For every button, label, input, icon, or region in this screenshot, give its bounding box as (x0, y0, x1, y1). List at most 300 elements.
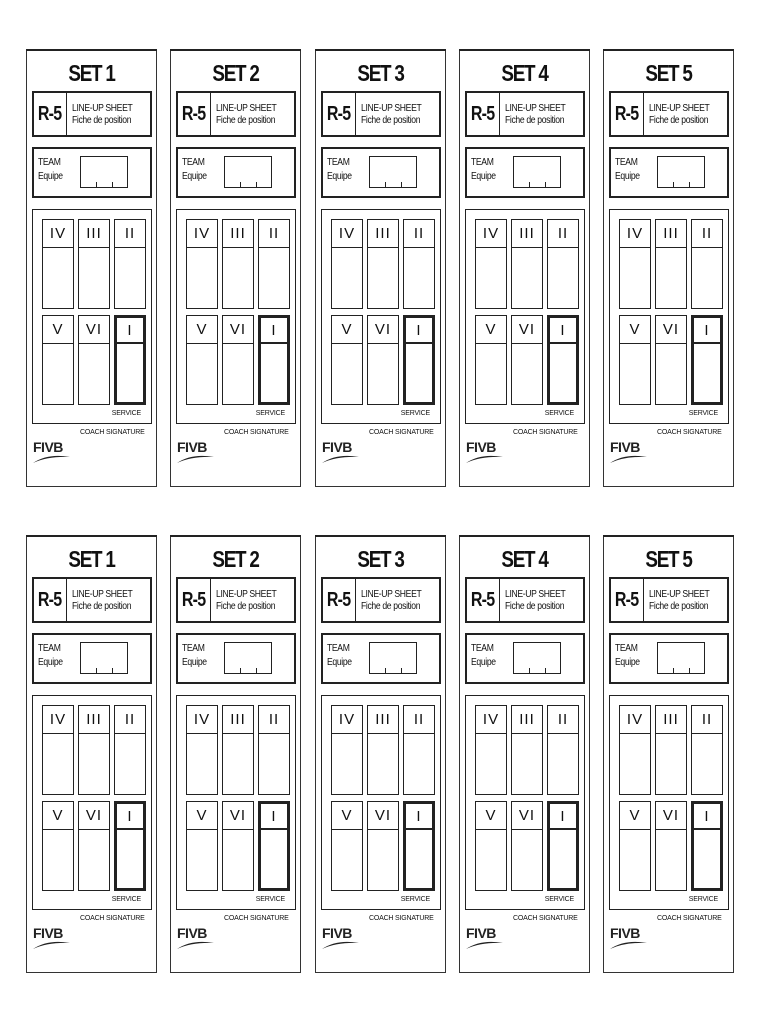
field-tick (385, 182, 386, 187)
set-title: SET 1 (68, 546, 115, 572)
field-tick (673, 668, 674, 673)
set-title: SET 5 (645, 60, 692, 86)
position-i-server-box[interactable] (691, 801, 723, 891)
position-ii-box[interactable] (258, 219, 290, 309)
position-ii-box[interactable] (547, 705, 579, 795)
team-label-en: TEAM (327, 643, 350, 654)
card-top-rule (459, 49, 590, 51)
set-title: SET 3 (357, 60, 404, 86)
set-title: SET 4 (501, 546, 548, 572)
position-label: VI (223, 802, 253, 830)
fivb-logo-text: FIVB (177, 925, 207, 941)
team-label (38, 642, 63, 670)
field-tick (689, 668, 690, 673)
position-iii-box[interactable] (511, 219, 543, 309)
position-label: III (368, 706, 398, 734)
position-v-box[interactable] (331, 801, 363, 891)
position-iv-box[interactable] (331, 219, 363, 309)
position-iv-box[interactable] (42, 705, 74, 795)
team-label (615, 156, 640, 184)
form-header (321, 577, 441, 623)
position-label: II (404, 706, 434, 734)
form-header (465, 577, 585, 623)
position-i-server-box[interactable] (258, 801, 290, 891)
form-title-fr: Fiche de position (216, 115, 276, 126)
position-label: V (620, 316, 650, 344)
position-i-server-box[interactable] (691, 315, 723, 405)
team-code-field[interactable] (513, 156, 561, 188)
fivb-logo-text: FIVB (322, 925, 352, 941)
field-tick (240, 182, 241, 187)
position-iii-box[interactable] (78, 219, 110, 309)
coach-signature-label: COACH SIGNATURE (513, 429, 578, 436)
position-iii-box[interactable] (222, 219, 254, 309)
coach-signature-label: COACH SIGNATURE (224, 429, 289, 436)
team-label-en: TEAM (38, 643, 61, 654)
position-label: I (406, 318, 432, 344)
fivb-logo-icon (609, 433, 649, 471)
team-label (327, 156, 352, 184)
form-title-en: LINE-UP SHEET (361, 589, 422, 600)
fivb-logo-text: FIVB (466, 925, 496, 941)
form-title-en: LINE-UP SHEET (72, 589, 133, 600)
team-code-field[interactable] (657, 156, 705, 188)
position-label: III (79, 706, 109, 734)
form-code-text: R-5 (471, 588, 495, 611)
position-v-box[interactable] (619, 315, 651, 405)
team-code-field[interactable] (369, 642, 417, 674)
form-title-fr: Fiche de position (361, 115, 421, 126)
form-code (467, 93, 500, 135)
position-label: V (187, 802, 217, 830)
team-label-fr: Equipe (327, 171, 352, 182)
position-label: III (223, 706, 253, 734)
team-code-field[interactable] (224, 642, 272, 674)
team-label-fr: Equipe (38, 171, 63, 182)
position-i-server-box[interactable] (114, 315, 146, 405)
position-iv-box[interactable] (42, 219, 74, 309)
team-code-field[interactable] (513, 642, 561, 674)
court-positions (32, 209, 152, 424)
position-label: III (368, 220, 398, 248)
form-header (609, 577, 729, 623)
fivb-logo-text: FIVB (177, 439, 207, 455)
position-i-server-box[interactable] (114, 801, 146, 891)
position-label: I (694, 318, 720, 344)
position-v-box[interactable] (619, 801, 651, 891)
card-top-rule (26, 535, 157, 537)
position-ii-box[interactable] (114, 219, 146, 309)
position-label: III (656, 220, 686, 248)
form-title-fr: Fiche de position (649, 601, 709, 612)
position-label: IV (476, 706, 506, 734)
fivb-logo-icon (176, 919, 216, 957)
form-header (609, 91, 729, 137)
fivb-logo-text: FIVB (466, 439, 496, 455)
position-iv-box[interactable] (186, 219, 218, 309)
position-i-server-box[interactable] (258, 315, 290, 405)
team-code-field[interactable] (369, 156, 417, 188)
team-label-en: TEAM (182, 157, 205, 168)
form-code-text: R-5 (327, 102, 351, 125)
team-code-field[interactable] (80, 156, 128, 188)
position-label: I (117, 318, 143, 344)
position-label: V (620, 802, 650, 830)
form-code-text: R-5 (182, 588, 206, 611)
position-iii-box[interactable] (655, 219, 687, 309)
field-tick (545, 668, 546, 673)
team-label (471, 642, 496, 670)
position-label: I (694, 804, 720, 830)
form-code-text: R-5 (615, 102, 639, 125)
field-tick (96, 668, 97, 673)
set-title: SET 2 (212, 60, 259, 86)
court-positions (609, 209, 729, 424)
form-header (32, 91, 152, 137)
position-vi-box[interactable] (655, 801, 687, 891)
lineup-sheet-card (170, 49, 301, 487)
form-code-text: R-5 (38, 102, 62, 125)
position-label: IV (476, 220, 506, 248)
service-label: SERVICE (255, 896, 285, 903)
team-section (321, 633, 441, 684)
position-ii-box[interactable] (403, 219, 435, 309)
form-title-fr: Fiche de position (72, 115, 132, 126)
fivb-logo-icon (465, 433, 505, 471)
form-title (72, 103, 132, 127)
position-label: IV (43, 220, 73, 248)
position-label: I (261, 804, 287, 830)
service-label: SERVICE (544, 896, 574, 903)
team-label-fr: Equipe (471, 657, 496, 668)
card-top-rule (603, 535, 734, 537)
team-section (176, 633, 296, 684)
form-code (34, 93, 67, 135)
form-title (505, 589, 565, 613)
field-tick (112, 182, 113, 187)
fivb-logo-text: FIVB (33, 439, 63, 455)
service-label: SERVICE (111, 896, 141, 903)
coach-signature-label: COACH SIGNATURE (80, 429, 145, 436)
position-label: V (332, 802, 362, 830)
service-label: SERVICE (400, 896, 430, 903)
team-section (32, 147, 152, 198)
fivb-logo-icon (321, 433, 361, 471)
position-label: IV (43, 706, 73, 734)
form-header (176, 577, 296, 623)
lineup-sheet-card (170, 535, 301, 973)
position-label: II (115, 220, 145, 248)
service-label: SERVICE (688, 896, 718, 903)
position-ii-box[interactable] (258, 705, 290, 795)
team-label-en: TEAM (615, 157, 638, 168)
team-section (176, 147, 296, 198)
position-iii-box[interactable] (655, 705, 687, 795)
coach-signature-label: COACH SIGNATURE (369, 915, 434, 922)
form-code (611, 579, 644, 621)
form-title (649, 589, 709, 613)
set-title: SET 2 (212, 546, 259, 572)
form-header (321, 91, 441, 137)
form-header (176, 91, 296, 137)
card-top-rule (459, 535, 590, 537)
position-i-server-box[interactable] (547, 315, 579, 405)
position-ii-box[interactable] (691, 705, 723, 795)
court-positions (176, 695, 296, 910)
form-title (216, 103, 276, 127)
position-iii-box[interactable] (78, 705, 110, 795)
position-iii-box[interactable] (511, 705, 543, 795)
position-label: III (656, 706, 686, 734)
fivb-logo-text: FIVB (322, 439, 352, 455)
lineup-sheet-card (459, 535, 590, 973)
position-label: I (117, 804, 143, 830)
court-positions (321, 695, 441, 910)
form-header (465, 91, 585, 137)
team-label-en: TEAM (327, 157, 350, 168)
team-section (32, 633, 152, 684)
position-label: II (548, 706, 578, 734)
position-label: VI (368, 802, 398, 830)
form-title-en: LINE-UP SHEET (505, 589, 566, 600)
position-ii-box[interactable] (691, 219, 723, 309)
position-label: VI (368, 316, 398, 344)
form-title (361, 589, 421, 613)
field-tick (401, 182, 402, 187)
lineup-sheet-card (26, 535, 157, 973)
form-title-en: LINE-UP SHEET (505, 103, 566, 114)
form-title-en: LINE-UP SHEET (649, 589, 710, 600)
position-v-box[interactable] (475, 801, 507, 891)
team-label-en: TEAM (471, 643, 494, 654)
coach-signature-label: COACH SIGNATURE (513, 915, 578, 922)
position-label: VI (656, 316, 686, 344)
coach-signature-label: COACH SIGNATURE (657, 429, 722, 436)
team-label (471, 156, 496, 184)
team-label-fr: Equipe (471, 171, 496, 182)
position-v-box[interactable] (186, 801, 218, 891)
form-code (323, 579, 356, 621)
court-positions (465, 209, 585, 424)
team-label-en: TEAM (38, 157, 61, 168)
lineup-sheet-card (315, 49, 446, 487)
position-label: IV (332, 220, 362, 248)
position-label: II (548, 220, 578, 248)
position-vi-box[interactable] (367, 801, 399, 891)
fivb-logo-text: FIVB (610, 439, 640, 455)
service-label: SERVICE (400, 410, 430, 417)
position-iv-box[interactable] (331, 705, 363, 795)
card-top-rule (315, 535, 446, 537)
form-title (505, 103, 565, 127)
service-label: SERVICE (688, 410, 718, 417)
position-v-box[interactable] (475, 315, 507, 405)
position-ii-box[interactable] (547, 219, 579, 309)
position-label: I (550, 804, 576, 830)
form-code-text: R-5 (471, 102, 495, 125)
position-v-box[interactable] (42, 315, 74, 405)
fivb-logo-icon (32, 433, 72, 471)
form-code-text: R-5 (38, 588, 62, 611)
team-code-field[interactable] (657, 642, 705, 674)
position-ii-box[interactable] (403, 705, 435, 795)
position-iii-box[interactable] (367, 219, 399, 309)
field-tick (673, 182, 674, 187)
position-label: VI (223, 316, 253, 344)
team-label (38, 156, 63, 184)
position-v-box[interactable] (186, 315, 218, 405)
team-label-en: TEAM (615, 643, 638, 654)
position-label: V (187, 316, 217, 344)
fivb-logo-icon (32, 919, 72, 957)
court-positions (32, 695, 152, 910)
fivb-logo-icon (465, 919, 505, 957)
position-iv-box[interactable] (475, 705, 507, 795)
position-label: V (332, 316, 362, 344)
position-label: III (512, 706, 542, 734)
team-section (609, 147, 729, 198)
card-top-rule (170, 535, 301, 537)
fivb-logo-icon (321, 919, 361, 957)
position-label: VI (512, 316, 542, 344)
position-label: V (43, 802, 73, 830)
field-tick (112, 668, 113, 673)
position-label: VI (656, 802, 686, 830)
card-top-rule (26, 49, 157, 51)
position-label: II (692, 706, 722, 734)
court-positions (465, 695, 585, 910)
position-label: V (476, 316, 506, 344)
service-label: SERVICE (255, 410, 285, 417)
position-vi-box[interactable] (222, 801, 254, 891)
team-section (465, 147, 585, 198)
coach-signature-label: COACH SIGNATURE (224, 915, 289, 922)
field-tick (401, 668, 402, 673)
team-section (609, 633, 729, 684)
field-tick (385, 668, 386, 673)
team-code-field[interactable] (224, 156, 272, 188)
field-tick (529, 182, 530, 187)
field-tick (689, 182, 690, 187)
position-label: VI (79, 316, 109, 344)
coach-signature-label: COACH SIGNATURE (369, 429, 434, 436)
team-label-en: TEAM (471, 157, 494, 168)
lineup-sheet-card (603, 535, 734, 973)
position-iv-box[interactable] (186, 705, 218, 795)
position-label: II (259, 220, 289, 248)
position-v-box[interactable] (42, 801, 74, 891)
form-code-text: R-5 (615, 588, 639, 611)
form-code-text: R-5 (327, 588, 351, 611)
position-label: IV (187, 220, 217, 248)
team-code-field[interactable] (80, 642, 128, 674)
form-code (178, 93, 211, 135)
card-top-rule (603, 49, 734, 51)
form-title (361, 103, 421, 127)
court-positions (176, 209, 296, 424)
team-label-fr: Equipe (615, 171, 640, 182)
position-vi-box[interactable] (78, 801, 110, 891)
position-vi-box[interactable] (222, 315, 254, 405)
position-i-server-box[interactable] (547, 801, 579, 891)
position-iv-box[interactable] (619, 219, 651, 309)
court-positions (321, 209, 441, 424)
position-vi-box[interactable] (511, 315, 543, 405)
position-label: I (261, 318, 287, 344)
position-i-server-box[interactable] (403, 801, 435, 891)
position-iv-box[interactable] (475, 219, 507, 309)
form-title-en: LINE-UP SHEET (216, 589, 277, 600)
service-label: SERVICE (111, 410, 141, 417)
team-section (465, 633, 585, 684)
position-vi-box[interactable] (511, 801, 543, 891)
lineup-sheet-card (603, 49, 734, 487)
position-label: VI (79, 802, 109, 830)
set-title: SET 4 (501, 60, 548, 86)
team-section (321, 147, 441, 198)
position-vi-box[interactable] (78, 315, 110, 405)
team-label (327, 642, 352, 670)
fivb-logo-icon (176, 433, 216, 471)
service-label: SERVICE (544, 410, 574, 417)
position-label: II (115, 706, 145, 734)
position-vi-box[interactable] (655, 315, 687, 405)
fivb-logo-text: FIVB (610, 925, 640, 941)
field-tick (256, 182, 257, 187)
lineup-sheet-card (315, 535, 446, 973)
coach-signature-label: COACH SIGNATURE (657, 915, 722, 922)
form-title (216, 589, 276, 613)
lineup-sheet-card (459, 49, 590, 487)
form-title-fr: Fiche de position (72, 601, 132, 612)
position-label: IV (620, 706, 650, 734)
field-tick (96, 182, 97, 187)
position-label: II (692, 220, 722, 248)
team-label (182, 642, 207, 670)
team-label (615, 642, 640, 670)
team-label-fr: Equipe (327, 657, 352, 668)
team-label-fr: Equipe (38, 657, 63, 668)
card-top-rule (170, 49, 301, 51)
lineup-sheet-card (26, 49, 157, 487)
court-positions (609, 695, 729, 910)
position-iii-box[interactable] (222, 705, 254, 795)
form-title-fr: Fiche de position (649, 115, 709, 126)
field-tick (545, 182, 546, 187)
form-code (34, 579, 67, 621)
set-title: SET 3 (357, 546, 404, 572)
team-label-fr: Equipe (182, 171, 207, 182)
position-label: IV (187, 706, 217, 734)
form-code (611, 93, 644, 135)
position-v-box[interactable] (331, 315, 363, 405)
card-top-rule (315, 49, 446, 51)
team-label-fr: Equipe (182, 657, 207, 668)
form-title-en: LINE-UP SHEET (649, 103, 710, 114)
position-label: III (512, 220, 542, 248)
set-title: SET 5 (645, 546, 692, 572)
position-i-server-box[interactable] (403, 315, 435, 405)
position-iv-box[interactable] (619, 705, 651, 795)
set-title: SET 1 (68, 60, 115, 86)
position-label: V (476, 802, 506, 830)
form-title (649, 103, 709, 127)
position-label: VI (512, 802, 542, 830)
position-ii-box[interactable] (114, 705, 146, 795)
field-tick (256, 668, 257, 673)
position-iii-box[interactable] (367, 705, 399, 795)
position-vi-box[interactable] (367, 315, 399, 405)
